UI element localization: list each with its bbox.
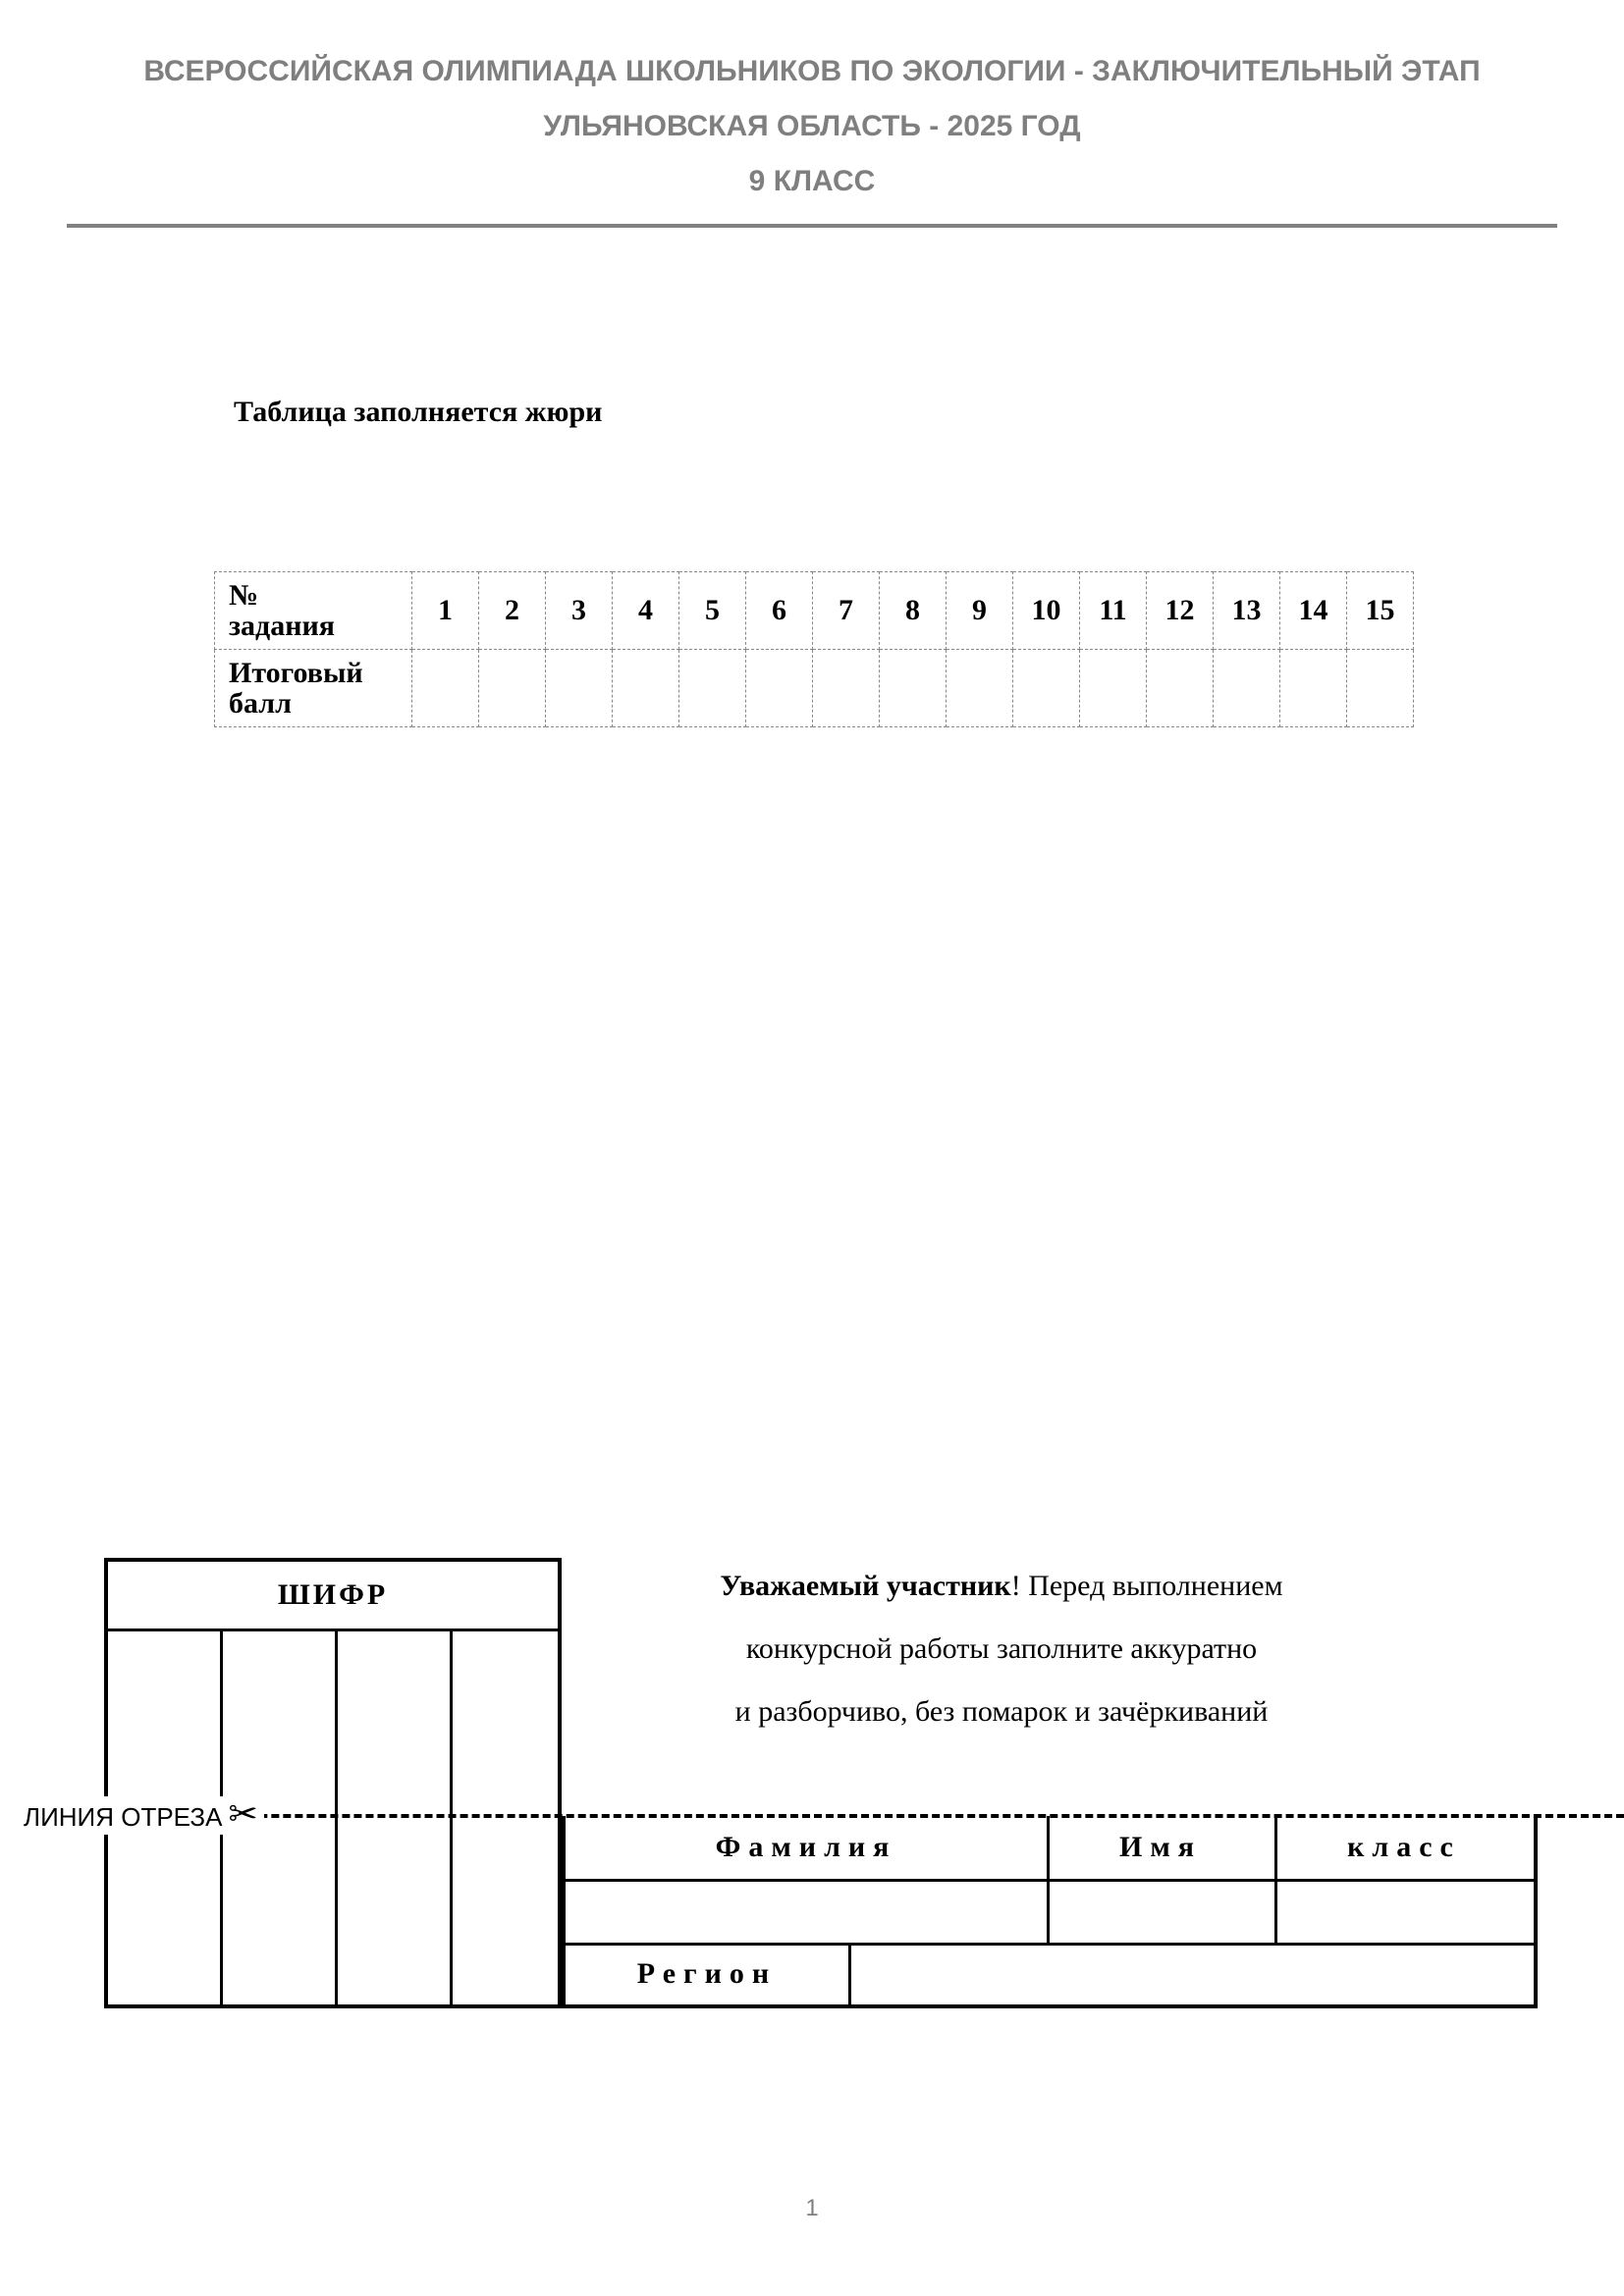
score-cell[interactable]: [1347, 650, 1414, 727]
grade-label: класс: [1347, 1831, 1461, 1863]
score-cell[interactable]: [1280, 650, 1347, 727]
task-number-row: [215, 572, 1414, 650]
task-number-cell: 3: [546, 572, 613, 650]
notice-greeting: Уважаемый участник: [720, 1570, 1011, 1602]
task-number-cell: 4: [613, 572, 679, 650]
task-number-cell: 11: [1080, 572, 1147, 650]
task-number-cell: 13: [1214, 572, 1280, 650]
score-cell[interactable]: [1080, 650, 1147, 727]
cipher-title: ШИФР: [108, 1562, 558, 1631]
score-cell[interactable]: [546, 650, 613, 727]
task-number-cell: 8: [880, 572, 947, 650]
name-label: Имя: [1119, 1831, 1202, 1863]
task-number-cell: 10: [1013, 572, 1080, 650]
score-cell[interactable]: [947, 650, 1013, 727]
task-number-cell: 14: [1280, 572, 1347, 650]
task-number-cell: 9: [947, 572, 1013, 650]
header-divider: [67, 224, 1557, 228]
score-cell[interactable]: [412, 650, 479, 727]
participant-notice: [628, 1555, 1375, 1743]
total-score-header: Итоговый балл: [215, 650, 412, 727]
form-divider: [1274, 1816, 1277, 1944]
task-number-cell: 7: [813, 572, 880, 650]
score-table-title: Таблица заполняется жюри: [234, 396, 603, 428]
score-cell[interactable]: [679, 650, 746, 727]
surname-label: Фамилия: [715, 1831, 897, 1863]
form-divider: [566, 1879, 1538, 1882]
form-divider: [566, 1943, 1538, 1946]
score-cell[interactable]: [1214, 650, 1280, 727]
header-grade: 9 КЛАСС: [748, 165, 876, 197]
score-cell[interactable]: [613, 650, 679, 727]
task-number-cell: 5: [679, 572, 746, 650]
page-number: 1: [805, 2195, 819, 2221]
task-number-cell: 15: [1347, 572, 1414, 650]
total-score-row: [215, 650, 1414, 727]
region-field[interactable]: [848, 1944, 1534, 2004]
header-title: ВСЕРОССИЙСКАЯ ОЛИМПИАДА ШКОЛЬНИКОВ ПО ЭКОЛОГИИ - ЗАКЛЮЧИТЕЛЬНЫЙ ЭТАП: [143, 55, 1481, 87]
task-number-cell: 1: [412, 572, 479, 650]
score-cell[interactable]: [880, 650, 947, 727]
task-number-cell: 12: [1147, 572, 1214, 650]
score-cell[interactable]: [479, 650, 546, 727]
notice-line-1: Уважаемый участник! Перед выполнением: [720, 1570, 1283, 1602]
name-field[interactable]: [1047, 1879, 1274, 1944]
grade-field[interactable]: [1274, 1879, 1534, 1944]
task-number-cell: 2: [479, 572, 546, 650]
surname-field[interactable]: [566, 1879, 1047, 1944]
score-table: [214, 571, 1414, 727]
region-label: Регион: [636, 1957, 778, 1990]
header-region-year: УЛЬЯНОВСКАЯ ОБЛАСТЬ - 2025 ГОД: [543, 110, 1081, 142]
form-divider: [1047, 1816, 1050, 1944]
scissors-icon: ✂: [228, 1793, 258, 1834]
form-divider: [848, 1944, 851, 2004]
score-cell[interactable]: [1013, 650, 1080, 727]
task-number-header: № задания: [215, 572, 412, 650]
score-cell[interactable]: [1147, 650, 1214, 727]
task-number-cell: 6: [746, 572, 813, 650]
cipher-box: [104, 1558, 562, 2008]
cut-line-label: ЛИНИЯ ОТРЕЗА ✂: [0, 1796, 264, 1835]
participant-form: [562, 1816, 1538, 2008]
notice-line-2: конкурсной работы заполните аккуратно: [745, 1632, 1258, 1665]
score-cell[interactable]: [746, 650, 813, 727]
score-cell[interactable]: [813, 650, 880, 727]
notice-line-3: и разборчиво, без помарок и зачёркиваний: [734, 1695, 1269, 1728]
